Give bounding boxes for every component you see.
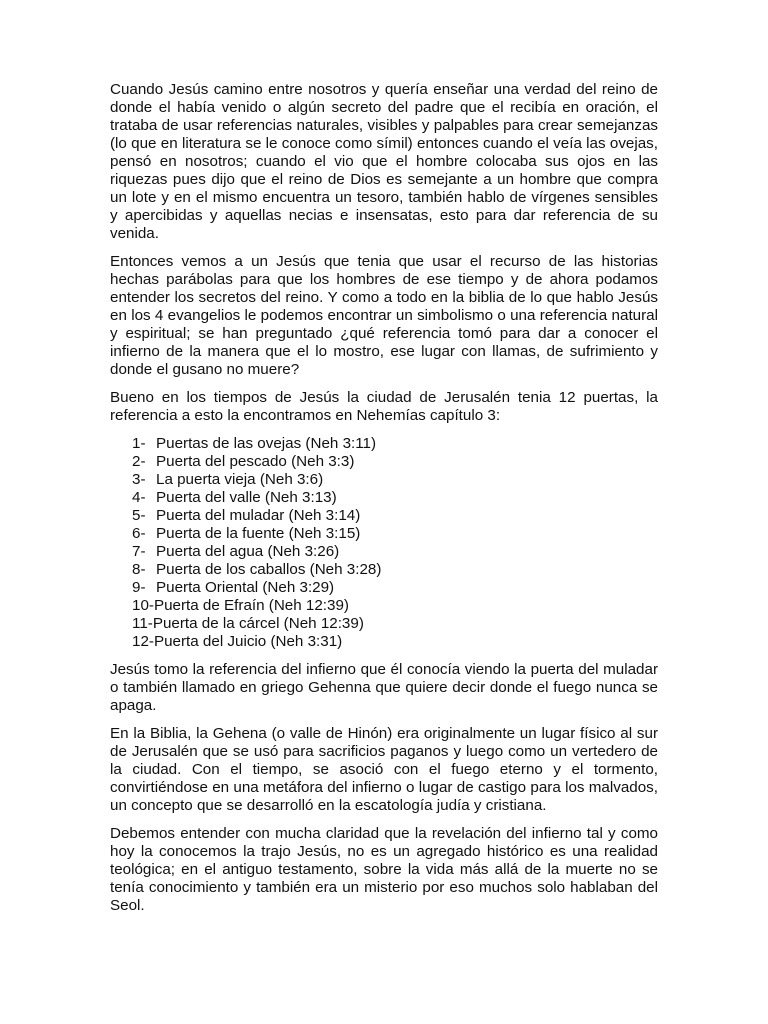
- list-item-number: 7-: [132, 543, 146, 560]
- list-item-text: Puerta del muladar (Neh 3:14): [156, 507, 361, 524]
- list-item-number: 12-: [132, 633, 154, 650]
- list-item-number: 5-: [132, 507, 146, 524]
- list-item: [132, 435, 658, 453]
- list-item-text: Puerta de la cárcel (Neh 12:39): [152, 615, 364, 632]
- paragraph-revelation: Debemos entender con mucha claridad que la revelación del infierno tal y como hoy la conocemos la trajo Jesús, no es un agregado histórico es una realidad teológica; en el antiguo testamento, sobre la vida más allá de la muerte no se tenía conocimiento y también era un misterio por eso muchos solo hablaban del Seol.: [110, 825, 658, 914]
- list-item-number: 6-: [132, 525, 146, 542]
- list-item: [132, 489, 658, 507]
- list-item-number: 4-: [132, 489, 146, 506]
- list-item: [132, 633, 658, 651]
- list-item-text: La puerta vieja (Neh 3:6): [156, 471, 324, 488]
- list-item: [132, 597, 658, 615]
- list-item-text: Puerta de los caballos (Neh 3:28): [156, 561, 382, 578]
- list-item-number: 9-: [132, 579, 146, 596]
- list-item-number: 2-: [132, 453, 146, 470]
- list-item-text: Puerta Oriental (Neh 3:29): [156, 579, 335, 596]
- list-item-number: 3-: [132, 471, 146, 488]
- list-item: [132, 453, 658, 471]
- list-item-text: Puerta del valle (Neh 3:13): [156, 489, 337, 506]
- list-item-number: 11-: [132, 615, 153, 632]
- list-item: [132, 615, 658, 633]
- document-page: [110, 81, 658, 915]
- list-item-text: Puerta de la fuente (Neh 3:15): [156, 525, 361, 542]
- list-item-text: Puerta de Efraín (Neh 12:39): [153, 597, 349, 614]
- list-item-text: Puertas de las ovejas (Neh 3:11): [156, 435, 377, 452]
- list-item-number: 8-: [132, 561, 146, 578]
- list-item: [132, 525, 658, 543]
- paragraph-gehenna-history: En la Biblia, la Gehena (o valle de Hinón) era originalmente un lugar físico al sur de Jerusalén que se usó para sacrificios paganos y luego como un vertedero de la ciudad. Con el tiempo, se asoció con el fuego eterno y el tormento, convirtiéndose en una metáfora del infierno o lugar de castigo para los malvados, un concepto que se desarrolló en la escatología judía y cristiana.: [110, 725, 658, 814]
- list-item: [132, 543, 658, 561]
- list-item-number: 1-: [132, 435, 146, 452]
- paragraph-parables: Entonces vemos a un Jesús que tenia que usar el recurso de las historias hechas parábolas para que los hombres de ese tiempo y de ahora podamos entender los secretos del reino. Y como a todo en la biblia de lo que hablo Jesús en los 4 evangelios le podemos encontrar un simbolismo o una referencia natural y espiritual; se han preguntado ¿qué referencia tomó para dar a conocer el infierno de la manera que el lo mostro, ese lugar con llamas, de sufrimiento y donde el gusano no muere?: [110, 253, 658, 378]
- list-item: [132, 507, 658, 525]
- paragraph-gehenna-reference: Jesús tomo la referencia del infierno que él conocía viendo la puerta del muladar o también llamado en griego Gehenna que quiere decir donde el fuego nunca se apaga.: [110, 661, 658, 714]
- list-item: [132, 471, 658, 489]
- list-item-text: Puerta del Juicio (Neh 3:31): [153, 633, 343, 650]
- gates-list: [132, 435, 658, 651]
- paragraph-intro: Cuando Jesús camino entre nosotros y quería enseñar una verdad del reino de donde el había venido o algún secreto del padre que el recibía en oración, el trataba de usar referencias naturales, visibles y palpables para crear semejanzas (lo que en literatura se le conoce como símil) entonces cuando el veía las ovejas, pensó en nosotros; cuando el vio que el hombre colocaba sus ojos en las riquezas pues dijo que el reino de Dios es semejante a un hombre que compra un lote y en el mismo encuentra un tesoro, también hablo de vírgenes sensibles y apercibidas y aquellas necias e insensatas, esto para dar referencia de su venida.: [110, 81, 658, 242]
- list-item-number: 10-: [132, 597, 154, 614]
- list-item-text: Puerta del agua (Neh 3:26): [156, 543, 340, 560]
- paragraph-gates-intro: Bueno en los tiempos de Jesús la ciudad de Jerusalén tenia 12 puertas, la referencia a esto la encontramos en Nehemías capítulo 3:: [110, 389, 658, 424]
- list-item-text: Puerta del pescado (Neh 3:3): [156, 453, 355, 470]
- list-item: [132, 579, 658, 597]
- list-item: [132, 561, 658, 579]
